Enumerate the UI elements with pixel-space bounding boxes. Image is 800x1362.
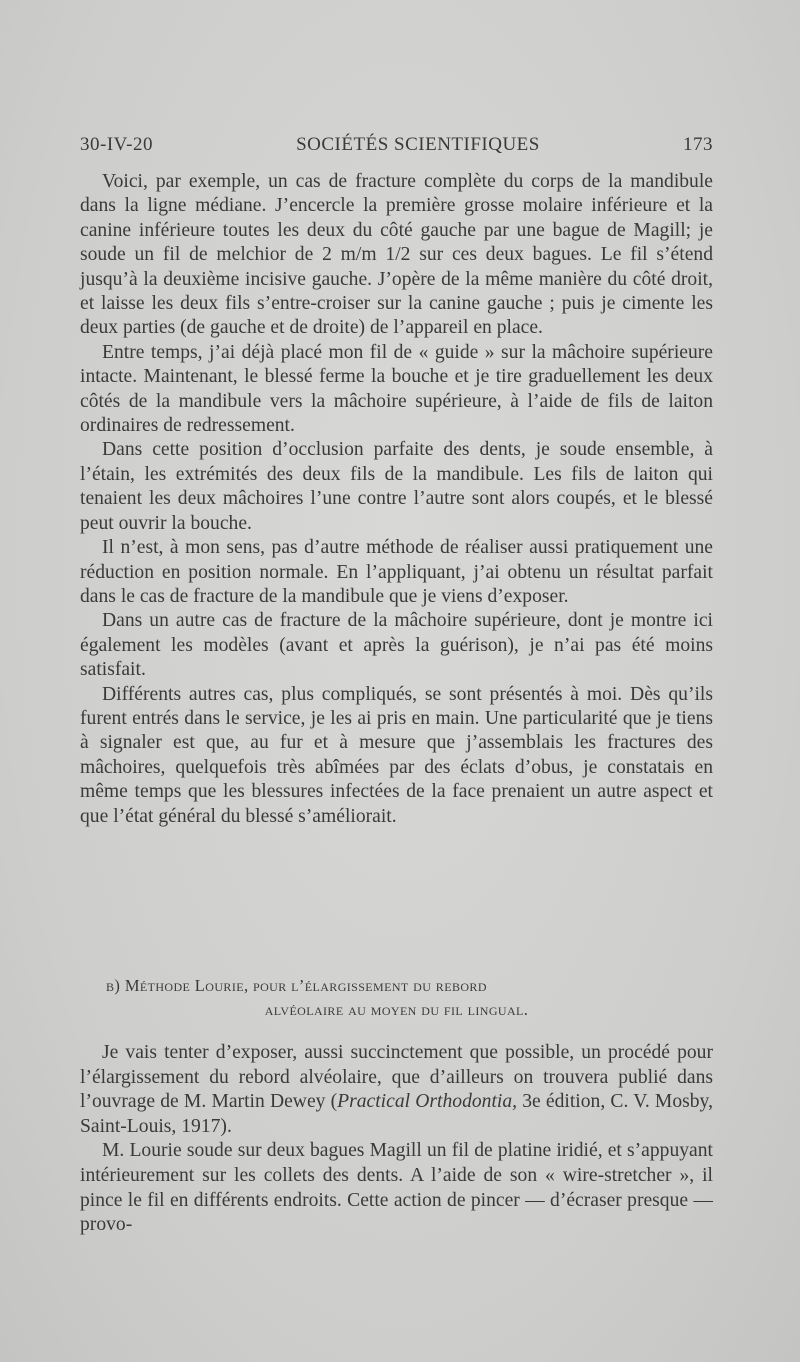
header-date: 30-IV-20 xyxy=(80,134,153,155)
paragraph: M. Lourie soude sur deux bagues Magill un fil de platine iridié, et s’appuyant intérieurement sur les collets des dents. A l’aide de son « wire-stretcher », il pince le fil en différents endroits. Cette action de pincer — d’écraser presque — provo- xyxy=(80,1140,713,1236)
paragraph-text: Je vais tenter d’exposer, aussi succinctement que possible, un procédé pour l’élargissement du rebord alvéolaire, que d’ailleurs on trouvera publié dans l’ouvrage de M. Martin Dewey ( xyxy=(80,1042,713,1113)
header-title: SOCIÉTÉS SCIENTIFIQUES xyxy=(296,134,540,155)
section-heading-line2: alvéolaire au moyen du fil lingual. xyxy=(264,1000,529,1019)
paragraph: Voici, par exemple, un cas de fracture complète du corps de la mandibule dans la ligne médiane. J’encercle la première grosse molaire inférieure et la canine inférieure toutes les deux du côté gauche par une bague de Magill; je soude un fil de melchior de 2 m/m 1/2 sur ces deux bagues. Le fil s’étend jusqu’à la deuxième incisive gauche. J’opère de la même manière du côté droit, et laisse les deux fils s’entre-croiser sur la canine gauche ; puis je cimente les deux parties (de gauche et de droite) de l’appareil en place. xyxy=(80,171,713,339)
paragraph: Dans un autre cas de fracture de la mâchoire supérieure, dont je montre ici également les modèles (avant et après la guérison), je n’ai pas été moins satisfait. xyxy=(80,610,713,681)
paragraph: Il n’est, à mon sens, pas d’autre méthode de réaliser aussi pratiquement une réduction en position normale. En l’appliquant, j’ai obtenu un résultat parfait dans le cas de fracture de la mandibule que je viens d’exposer. xyxy=(80,537,713,607)
running-header xyxy=(80,134,713,156)
paragraph-text: 3e édition, C. V. Mosby, Saint-Louis, 1917). xyxy=(80,1091,713,1137)
section-heading xyxy=(80,974,713,1022)
main-text xyxy=(80,170,713,829)
section-heading-line1: b) Méthode Lourie, pour l’élargissement du rebord xyxy=(106,976,487,995)
page-number: 173 xyxy=(682,134,713,155)
section-text xyxy=(80,1041,713,1238)
paragraph: Dans cette position d’occlusion parfaite des dents, je soude ensemble, à l’étain, les extrémités des deux fils de la mandibule. Les fils de laiton qui tenaient les deux mâchoires l’une contre l’autre sont alors coupés, et le blessé peut ouvrir la bouche. xyxy=(80,439,713,534)
paragraph: Différents autres cas, plus compliqués, se sont présentés à moi. Dès qu’ils furent entrés dans le service, je les ai pris en main. Une particularité que je tiens à signaler est que, au fur et à mesure que j’assemblais les fractures des mâchoires, quelquefois très abîmées par des éclats d’obus, je constatais en même temps que les blessures infectées de la face prenaient un autre aspect et que l’état général du blessé s’améliorait. xyxy=(80,683,713,827)
book-title: Practical Orthodontia, xyxy=(337,1091,518,1113)
paragraph xyxy=(80,1041,713,1139)
paragraph: Entre temps, j’ai déjà placé mon fil de « guide » sur la mâchoire supérieure intacte. Maintenant, le blessé ferme la bouche et je tire graduellement les deux côtés de la mandibule vers la mâchoire supérieure, à l’aide de fils de laiton ordinaires de redressement. xyxy=(80,341,713,437)
